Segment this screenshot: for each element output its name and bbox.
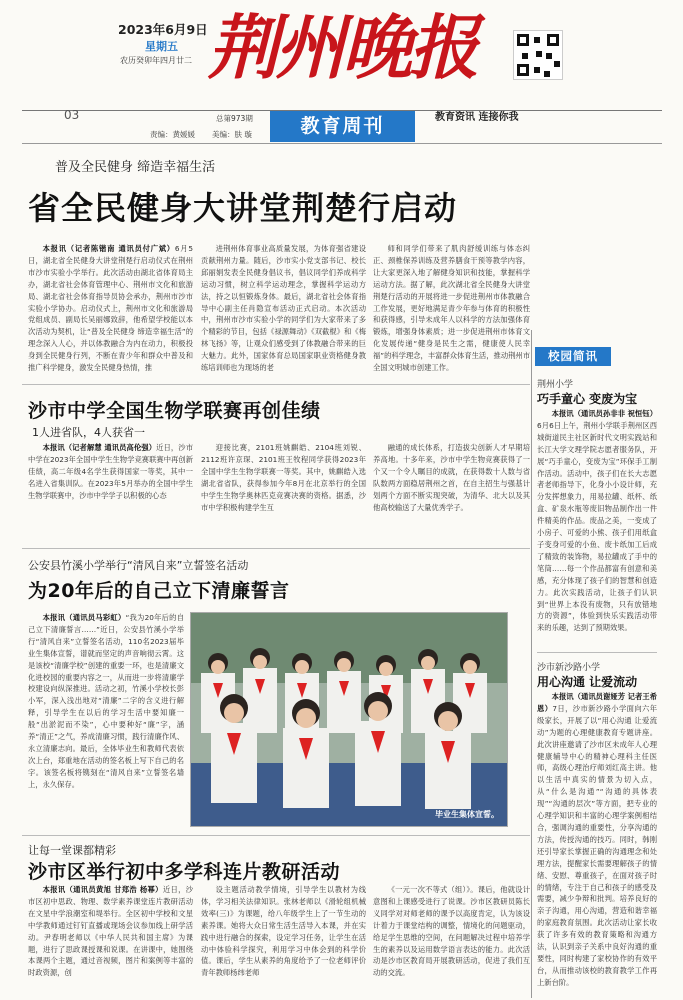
story3-byline: 本报讯（通讯员马彩虹） xyxy=(42,613,126,622)
lead-kicker: 普及全民健身 缔造幸福生活 xyxy=(55,160,216,175)
sidebar-item2-title: 用心沟通 让爱流动 xyxy=(537,675,638,689)
story2-text-1: 近日，沙市中学在2023年全国中学生生物学竞赛联赛中再创新佳绩，高二年级4名学生获得国家一等奖，其中一名进入省集训队。在2023年5月举办的全国中学生生物学联赛中，沙市中学学子以积极的心态 xyxy=(28,443,193,500)
page-number: 03 xyxy=(64,108,80,122)
sidebar-divider xyxy=(537,652,657,653)
rule-story2-end xyxy=(22,548,530,549)
lunar-date: 农历癸卯年四月廿二 xyxy=(120,56,192,65)
story4-title: 沙市区举行初中多学科连片教研活动 xyxy=(28,861,341,883)
story4-kicker: 让每一堂课都精彩 xyxy=(28,844,116,857)
story4-column-1 xyxy=(28,884,193,996)
header-rule-2 xyxy=(22,143,662,144)
story3-text: “我为20年后的自己立下清廉誓言……”近日，公安县竹溪小学举行“清风自来”立誓签名活动，110名2023届毕业生集体宣誓，谱就而坚定的声音响彻云霄。这是该校“清廉学校”创建的重要一环，也是清廉文化进校园的重要内容之一，从而进一步将清廉学校建设向纵深推进。活动之初，竹溪小学校长彭小军，深入浅出地对“清廉”二字的含义进行解释，引导学生在以后的学习生活中要知廉一般“出淤泥而不染”，心中要种好“廉”字，涵养“清正”之气，养成清廉习惯，践行清廉作风、永立清廉志向。最后，全体毕业生和教师代表依次上台，郑重地在活动的签名板上写下自己的名字。该签名板将镌刻在“清风自来”立誓签名墙上，永久保存。 xyxy=(28,613,184,789)
lead-column-1 xyxy=(28,243,193,380)
lead-text-3: 师和同学们带来了肌肉舒缓训练与体态纠正、颈椎保养训练及营养膳食干预等教学内容，让大家更深入地了解健身知识和技能，掌握科学运动方法。据了解，此次湖北省全民健身大讲堂荆楚行活动的开展将进一步促进荆州市体教融合工作发展，更好地满足青少年参与体育的积极性和获得感，引导未成年人以科学的方法加强体育锻炼，增强身体素质；进一步促进荆州市体育文化发展传递“健身是民生之需，健康使人民幸福”的科学理念，丰富群众体育生活，推动荆州市全国文明城市创建工作。 xyxy=(373,244,530,373)
story2-subtitle: 1人进省队，4人获省一 xyxy=(32,426,145,439)
lead-byline: 本报讯（记者陈锴南 通讯员付广斌） xyxy=(42,244,175,253)
sidebar-item2-body xyxy=(537,691,657,997)
story4-column-3 xyxy=(373,884,530,996)
editor-credit: 责编：黄媛媛 xyxy=(150,130,195,139)
story4-text-1: 近日，沙市区初中思政、物理、数学素养课堂连片教研活动在文星中学浪潮室和堤举行。全区初中学校和文星中学教师通过钉钉直播或现场会议参加线上研学活动。尹春明老师以《中华人民共和国主席》为课题，进行了思政课授课和说课。在讲课中，她围绕本课两个主题，通过音视频，图片和案例等丰富的时政资源，创 xyxy=(28,885,193,978)
sidebar-band: 校园简讯 xyxy=(535,347,611,366)
story2-text-3: 融通的成长体系，打造拔尖创新人才早期培养高地。十多年来，沙市中学生物竞赛获得了一个又一个令人瞩目的成就，在获得数十人数与省队数两方面稳居荆州之首，在自主招生与强基计划两个方面不断实现突破，为清华、北大以及其他高校输送了大量优秀学子。 xyxy=(373,443,530,512)
sidebar-item2-region: 沙市新沙路小学 xyxy=(537,663,601,673)
sidebar-item1-byline: 本报讯（通讯员孙非非 祝恒钰） xyxy=(551,409,657,418)
story2-column-1 xyxy=(28,442,193,542)
lead-text-2: 进荆州体育事业高质量发展，为体育强省建设贡献荆州力量。随后，沙市实小党支部书记、校长邱丽娟发表全民健身倡议书，倡议同学们养成科学运动习惯，树立科学运动理念，掌握科学运动方法，持之以恒锻炼身体。最后，湖北省社会体育指导中心副主任肖隐宣布活动正式启动。本次活动中，荆州市沙市实验小学的同学们为大家带来了多个精彩的节目，包括《禄源舞动》《双截棍》和《梅林飞扬》等，让观众们感受到了体教融合带来的巨大魅力。此外，国家体育总局国家职业资格健身教练培训师也为现场的老 xyxy=(201,244,366,373)
lead-title: 省全民健身大讲堂荆楚行启动 xyxy=(28,189,458,227)
sidebar-item1-title: 巧手童心 变废为宝 xyxy=(537,392,638,406)
section-tagline: 教育资讯 连接你我 xyxy=(435,112,519,123)
lead-column-3 xyxy=(373,243,530,380)
issue-weekday: 星期五 xyxy=(145,40,178,53)
story4-text-3: 《一元一次不等式（组）》。课后，他就设计意图和上课感受进行了说课。沙市区教研员陈长义同学对对师老师的课予以高度肯定，认为该设计着力于课堂结构的调整，情境化的问题驱动，给足学生思维的空间，在问题解决过程中培养学生的素养以及运用数学语言表达的能力。此次活动是沙市区教育局开展教研活动，促进了我们互动的交流。 xyxy=(373,885,530,978)
rule-story3-end xyxy=(22,835,530,836)
qr-code-icon xyxy=(513,30,563,80)
sidebar-item1-text: 6月6日上午，荆州小学联手荆州区西城街道民主社区新时代文明实践站和长江大学文理学院志愿者服务队，开展“巧手童心，变废为宝”环保手工制作活动。活动中，孩子们在长大志愿者老师指导下，化身小小设计师，充分发挥想象力，用易拉罐、纸杯、纸盒、矿泉水瓶等废旧物品制作出一件件精美的作品。废品之美，一变成了小房子、可爱的小熊、孩子们用纸盒子变身可爱的小鱼、废卡纸加工后成了精致的装饰物，易拉罐成了手中的笔筒……每一个作品都富有创意和美感，充分体现了孩子们的智慧和创造力。此次实践活动，让孩子们认识到“世界上本没有废物，只有放错地方的资源”，体验到快乐实践活动带来的乐趣，达到了预期效果。 xyxy=(537,420,657,633)
lead-column-2 xyxy=(201,243,366,380)
sidebar-item1-region: 荆州小学 xyxy=(537,380,574,390)
masthead-logo: 荆州晚报 xyxy=(208,6,476,89)
section-band: 教育周刊 xyxy=(270,111,415,142)
sidebar-item2-byline: 本报讯（通讯员谢娅芳 记者王希恩） xyxy=(537,692,657,713)
designer-credit: 美编：肤 璇 xyxy=(212,130,252,139)
issue-date: 2023年6月9日 xyxy=(118,22,208,37)
story3-kicker: 公安县竹溪小学举行“清风自来”立誓签名活动 xyxy=(28,559,249,572)
story4-column-2 xyxy=(201,884,366,996)
sidebar-item1-body xyxy=(537,408,657,646)
story2-column-3 xyxy=(373,442,530,542)
photo-illustration xyxy=(191,613,508,827)
story2-text-2: 迎接比赛，2101班姚麒皓、2104班刘锐、2112班许京琛、2101班王牧程同学获得2023年全国中学生生物学联赛一等奖。其中，姚麒皓入选湖北省省队，获得参加今年8月在北京举行的全国中学生生物学奥林匹克竞赛决赛的资格。据悉，沙市中学积极构建学生互 xyxy=(201,443,366,512)
story4-byline: 本报讯（通讯员黄旭 甘郑浩 杨幂） xyxy=(42,885,163,894)
main-sidebar-divider xyxy=(531,330,532,998)
story4-text-2: 设主题活动教学情境，引导学生以教材为线体，学习相关法律知识。张林老师以《滑轮组机械效率(三)》为课题，给八年级学生上了一节生动的素养课。她将大众日常生活生活导入本课，并在实践中进行融合的探索，设定学习任务，让学生在活动中体验科学探究，利用学习中体会到的科学价值。课后，学生从素养的角度给予了一位老师评价青年教师杨纬老师 xyxy=(201,885,366,978)
lead-text-1: 6月5日，湖北省全民健身大讲堂荆楚行启动仪式在荆州市沙市实验小学举行。此次活动由湖北省体育局主办，湖北省社会体育管理中心、荆州市文化和旅游局、湖北省社会体育指导员协会承办，荆州市沙市实验小学协办。启动仪式上，荆州市文化和旅游局党组成员、副局长吴丽娜致辞，他希望学校能以本次活动为契机，让“普及全民健身 缔造幸福生活”的理念深入人心，并以体教融合为内在动力，积极投身到全民健身行列，不断在青少年和群众中普及和推广科学健身，激发全民健身热情，推 xyxy=(28,244,193,373)
story3-column xyxy=(28,612,184,830)
sidebar-item2-text: 7日，沙市新沙路小学面向六年级家长，开展了以“用心沟通 让爱流动”为题的心理健康教育专题讲座。此次讲座邀请了沙市区未成年人心理健康辅导中心的精神心理科主任医师，高级心理治疗师刘红高主讲。他以生活中真实的情景为切入点，从“什么是沟通”“沟通的具体表现”“沟通的层次”等方面，把专业的心理学知识和丰富的心理学案例相结合，强调沟通的重要性，分享沟通的方法，传授沟通的技巧。同时，韩刚还引导家长掌握正确的沟通理念和处理方法，提醒家长需要理解孩子的情绪、安慰、尊重孩子，在面对孩子时的情绪，专注于自己和孩子的感受及需要，减少争辩和批判。培养良好的亲子沟通，用心沟通，营造和谐幸福的家庭教育氛围。此次活动让家长收获了许多有效的教育策略和沟通方法，认识到亲子关系中良好沟通的重要性，同时构建了家校协作的有效平台，从而推动该校的教育教学工作再上新台阶。 xyxy=(537,703,657,987)
issue-number: 总第973期 xyxy=(216,114,253,123)
story2-title: 沙市中学全国生物学联赛再创佳绩 xyxy=(28,400,321,422)
story3-title: 为20年后的自己立下清廉誓言 xyxy=(28,580,290,602)
graduates-oath-photo xyxy=(190,612,508,827)
story2-byline: 本报讯（记者解慧 通讯员高伦强） xyxy=(42,443,157,452)
photo-caption: 毕业生集体宣誓。 xyxy=(435,810,499,819)
rule-lead-end xyxy=(22,384,530,385)
story2-column-2 xyxy=(201,442,366,542)
